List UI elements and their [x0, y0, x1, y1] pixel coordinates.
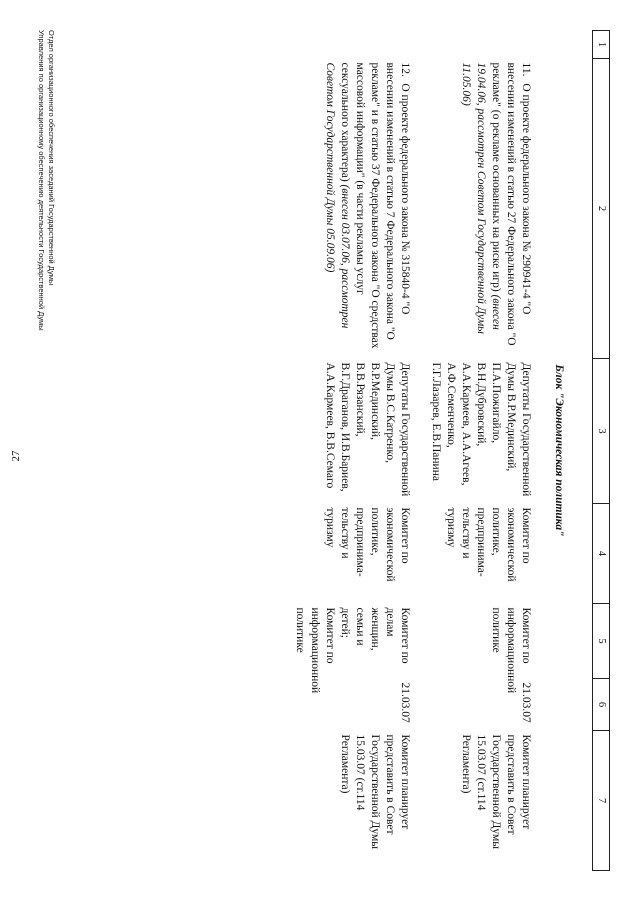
co-executor-committees: Комитет по информационной политике — [490, 607, 532, 694]
responsible-committee: Комитет по экономической политике, предпринима-тельству и туризму — [324, 507, 411, 582]
row-note: Комитет планирует представить в Совет Государственной Думы 15.03.07 (ст.114 Регламента) — [460, 734, 532, 849]
footer-line-1: Отдел организационного обеспечения заседаний Государственной Думы — [47, 30, 56, 286]
column-number-header — [593, 31, 610, 871]
agenda-table — [284, 30, 610, 871]
row-note: Комитет планирует представить в Совет Государственной Думы 15.03.07 (ст.114 Регламента) — [339, 734, 411, 849]
bill-title: О проекте федерального закона № 315840-4 "О внесении изменений в статью 7 Федерального закона "О рекламе" и в статью 37 Федерального закона "О средствах массовой информации" (в части рекламы услуг сексуального характера) — [339, 62, 411, 349]
col-header-5: 5 — [593, 604, 610, 679]
footer-line-2: Управления по организационному обеспечению деятельности Государственной Думы — [37, 30, 46, 331]
responsible-committee: Комитет по экономической политике, предпринима-тельству и туризму — [445, 507, 532, 582]
bill-authors: Депутаты Государственной Думы В.Р.Мединский, П.А.Пожигайло, В.Н.Дубровский, А.А.Кармеев, А.А.Агеев, А.Ф.Семенченко, Г.Г.Лазарев, Е.В.Панина — [430, 362, 532, 497]
bill-authors: Депутаты Государственной Думы В.С.Катренко, В.Р.Мединский, В.В.Рязанский, В.Г.Драганов, И.В.Бариев, А.А.Кармеев, В.В.Семаго — [324, 362, 411, 497]
col-header-7: 7 — [593, 731, 610, 871]
bill-title: О проекте федерального закона № 290941-4 "О внесении изменений в статью 27 Федерального закона "О рекламе" (о рекламе основанных на риске игр) — [490, 62, 532, 346]
bill-description — [420, 59, 541, 359]
bill-status: (внесен 03.07.06, рассмотрен Советом Государственной Думы 05.09.06) — [324, 62, 351, 329]
row-number: 11. — [520, 62, 532, 77]
footer-note — [36, 30, 56, 331]
col-header-1: 1 — [593, 31, 610, 59]
page-number: 27 — [10, 450, 22, 462]
bill-description — [284, 59, 420, 359]
col-header-2: 2 — [593, 59, 610, 359]
review-date: 21.03.07 — [520, 682, 532, 723]
col-header-6: 6 — [593, 679, 610, 731]
co-executor-committees: Комитет по делам женщин, семьи и детей; Комитет по информационной политике — [294, 607, 411, 694]
bill-status: (внесен 19.04.06, рассмотрен Советом Государственной Думы 11.05.06) — [460, 62, 502, 334]
col-header-4: 4 — [593, 504, 610, 604]
col-header-3: 3 — [593, 359, 610, 504]
block-title: Блок "Экономическая политика" — [553, 364, 565, 537]
row-number: 12. — [399, 62, 411, 77]
review-date: 21.03.07 — [399, 682, 411, 723]
table-row — [284, 31, 420, 871]
table-row — [420, 31, 541, 871]
block-title-row — [541, 31, 593, 871]
